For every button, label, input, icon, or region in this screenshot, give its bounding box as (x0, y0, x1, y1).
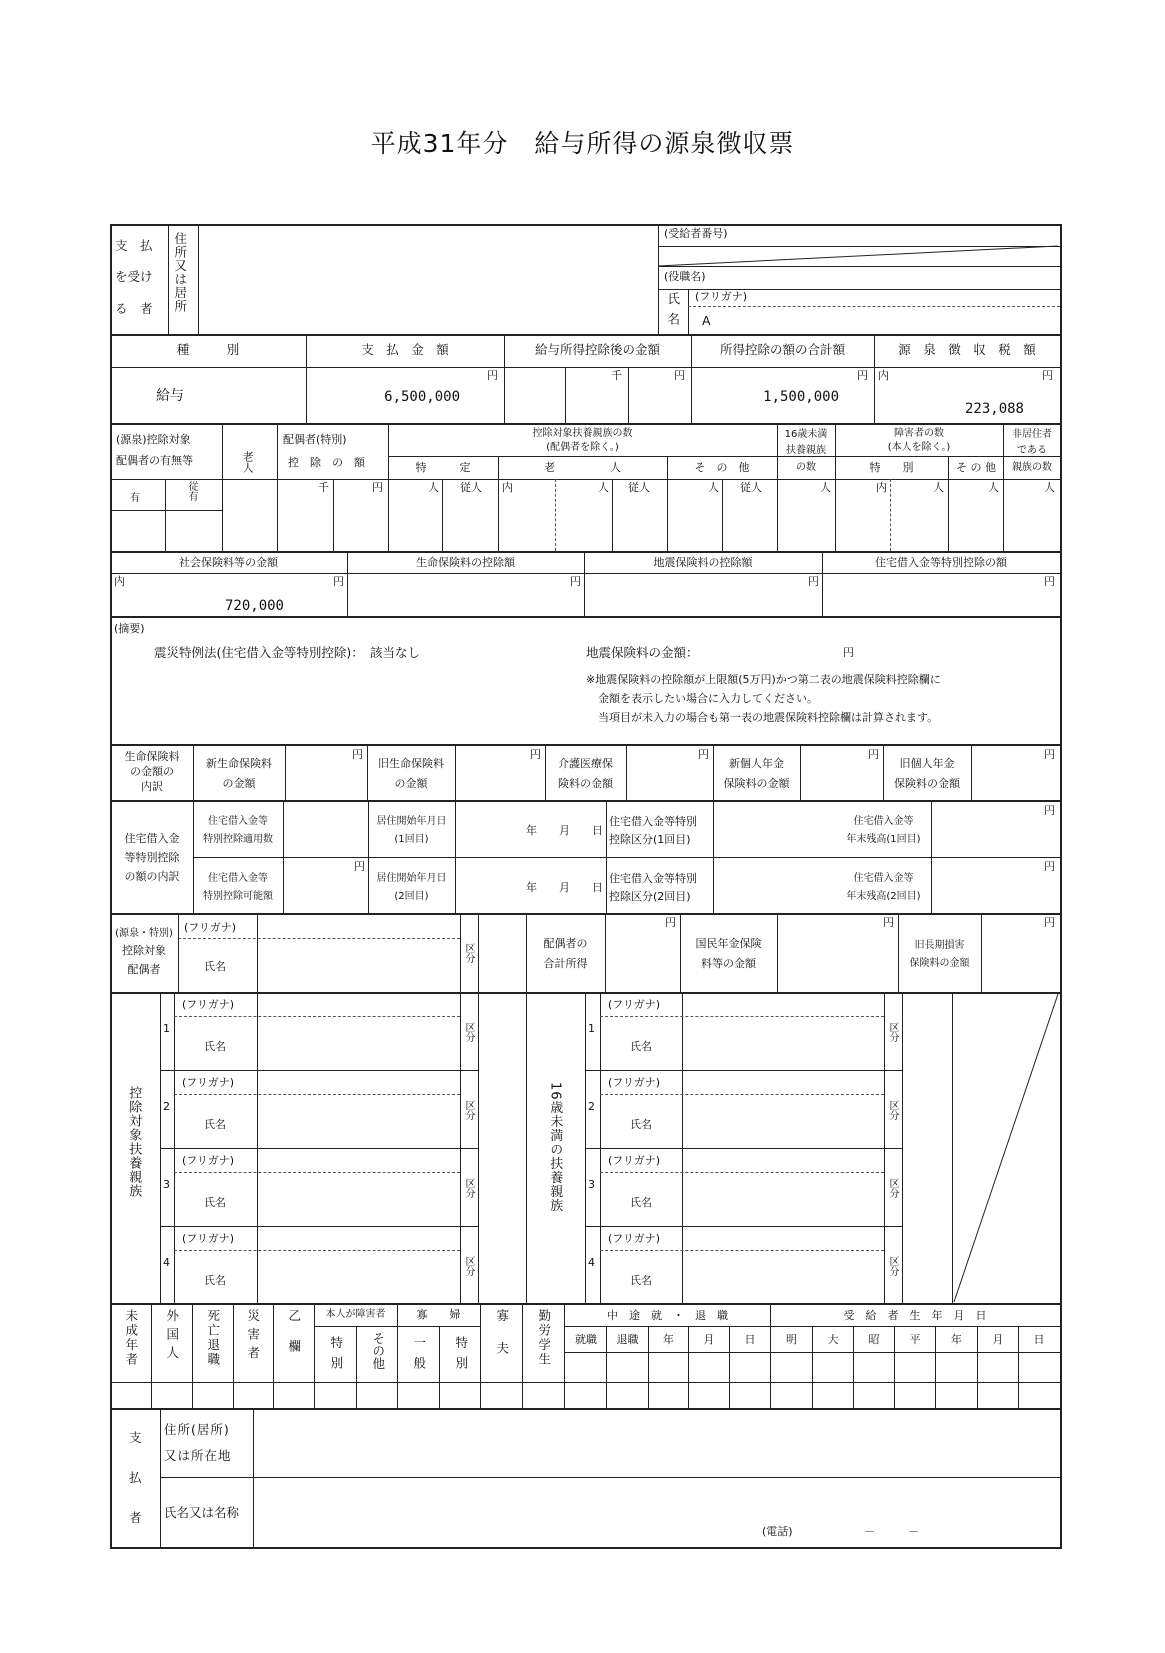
yen-unit: 円 (857, 369, 868, 382)
foreign-label: 外国人 (164, 1309, 180, 1365)
housing-deduction-header: 住宅借入金等特別控除の額 (875, 556, 1007, 569)
yen-unit: 円 (1044, 575, 1055, 588)
spouse-label: (源泉)控除対象 (116, 433, 191, 446)
uchi-unit: 内 (114, 575, 125, 588)
era-heisei: 平 (909, 1333, 921, 1346)
phone-label: (電話) (762, 1525, 793, 1538)
name-label: 氏名 (665, 292, 681, 333)
life-label-1: 生命保険料 (124, 750, 180, 763)
yen-unit: 円 (1042, 369, 1053, 382)
yen-unit: 円 (372, 481, 383, 494)
old-life-label-2: の金額 (394, 777, 428, 790)
yen-unit: 円 (352, 748, 363, 761)
u16-number-4: 4 (588, 1256, 595, 1269)
u16-1-name: 氏名 (630, 1040, 652, 1053)
new-pension-label-2: 保険料の金額 (723, 777, 790, 790)
nin-unit: 人 (1044, 481, 1055, 494)
nonresident-label-2: である (1017, 445, 1047, 456)
remarks-note-3: 当項目が未入力の場合も第一表の地震保険料控除欄は計算されます。 (598, 711, 939, 724)
payer-label-2: 払 (129, 1470, 142, 1485)
yen-unit: 円 (868, 748, 879, 761)
widow-special-label: 特別 (453, 1336, 469, 1377)
address-field[interactable] (200, 228, 656, 333)
possible-amount-1: 住宅借入金等 (208, 873, 268, 884)
tokutei-label: 特 定 (415, 461, 471, 474)
spouse-sec-label-1: (源泉・特別) (115, 928, 173, 939)
recipient-label-3: る 者 (115, 301, 153, 316)
yen-unit: 円 (1044, 860, 1055, 873)
ari-label: 有 (130, 493, 140, 504)
count-sub: (配偶者を除く。) (546, 442, 619, 453)
dep1-kubun: 区分 (463, 1022, 474, 1042)
widow-label: 寡 婦 (416, 1308, 461, 1321)
yen-unit: 円 (883, 916, 894, 929)
left-dependents-label: 控除対象扶養親族 (126, 1086, 142, 1198)
new-life-label-1: 新生命保険料 (206, 757, 272, 770)
start1-label-1: 居住開始年月日 (376, 816, 447, 827)
long-term-label-1: 旧長期損害 (914, 940, 965, 951)
midway-day-label: 日 (744, 1333, 756, 1346)
yen-unit: 円 (843, 646, 854, 659)
era-showa: 昭 (868, 1333, 880, 1346)
junin-unit: 従人 (460, 481, 482, 494)
recipient-label-1: 支 払 (115, 238, 153, 253)
payer-label-3: 者 (129, 1510, 142, 1525)
income-type-value: 給与 (156, 388, 184, 404)
payer-address-label-1: 住所(居所) (164, 1422, 230, 1437)
disabled-special-label: 特別 (328, 1336, 344, 1377)
u16-2-kubun: 区分 (887, 1100, 898, 1120)
nursing-label-1: 介護医療保 (558, 757, 613, 770)
class1-label-1: 住宅借入金等特別 (609, 815, 697, 828)
balance2-label-2: 年末残高(2回目) (846, 891, 921, 902)
total-income-label-1: 配偶者の (543, 937, 588, 950)
u16-3-kubun: 区分 (887, 1178, 898, 1198)
page-title: 平成31年分 給与所得の源泉徴収票 (370, 129, 795, 158)
special-spouse-label: 配偶者(特別) (283, 433, 347, 446)
student-label: 勤労学生 (536, 1309, 552, 1367)
start1-ymd: 年 月 日 (526, 824, 603, 837)
u16-1-kubun: 区分 (887, 1022, 898, 1042)
right-dependents-label: 16歳未満の扶養親族 (547, 1082, 563, 1213)
special-spouse-label-2: 控 除 の 額 (288, 456, 365, 469)
housing-label-3: の額の内訳 (124, 870, 180, 883)
birth-month-label: 月 (992, 1333, 1004, 1346)
dep2-furigana: (フリガナ) (182, 1076, 235, 1089)
dep-number-1: 1 (163, 1022, 170, 1035)
position-label: (役職名) (664, 270, 706, 283)
minor-label: 未成年者 (123, 1309, 139, 1367)
balance1-label-2: 年末残高(1回目) (846, 834, 921, 845)
spouse-sec-label-3: 配偶者 (127, 963, 161, 976)
yen-unit: 円 (333, 575, 344, 588)
dep3-furigana: (フリガナ) (182, 1154, 235, 1167)
dep3-kubun: 区分 (463, 1178, 474, 1198)
yen-unit: 円 (665, 916, 676, 929)
under16-label: 16歳未満 (784, 429, 828, 440)
yen-unit: 円 (808, 575, 819, 588)
disabled-other-label: そ の 他 (956, 461, 996, 474)
yen-unit: 円 (530, 748, 541, 761)
under16-label-3: の数 (796, 462, 816, 473)
header-payment: 支 払 金 額 (361, 342, 449, 357)
nin-unit: 人 (988, 481, 999, 494)
header-tax-withheld: 源 泉 徴 収 税 額 (898, 342, 1036, 357)
spouse-furigana-label: (フリガナ) (184, 921, 237, 934)
class2-label-2: 控除区分(2回目) (609, 890, 691, 903)
old-pension-label-1: 旧個人年金 (899, 757, 955, 770)
payer-label-1: 支 (129, 1430, 142, 1445)
start2-label-1: 居住開始年月日 (376, 873, 447, 884)
hire-label: 就職 (575, 1333, 597, 1346)
nin-unit: 人 (708, 481, 719, 494)
start2-ymd: 年 月 日 (526, 881, 603, 894)
new-pension-label-1: 新個人年金 (729, 757, 784, 770)
ju-ari-label: 従有 (186, 481, 197, 501)
nonresident-label-3: 親族の数 (1012, 462, 1052, 473)
disabled-self-label: 本人が障害者 (325, 1309, 386, 1320)
class1-label-2: 控除区分(1回目) (609, 833, 691, 846)
u16-4-kubun: 区分 (887, 1256, 898, 1276)
dep-number-2: 2 (163, 1100, 170, 1113)
widower-label: 寡夫 (494, 1309, 510, 1374)
earthquake-amount-label: 地震保険料の金額： (586, 645, 699, 660)
era-meiji: 明 (786, 1333, 797, 1346)
pension-label-2: 料等の金額 (701, 957, 756, 970)
furigana-label: (フリガナ) (695, 290, 748, 303)
u16-number-2: 2 (588, 1100, 595, 1113)
nin-unit: 人 (428, 481, 439, 494)
disabled-other-label: その他 (370, 1332, 386, 1370)
class2-label-1: 住宅借入金等特別 (609, 872, 697, 885)
uchi-unit: 内 (502, 481, 513, 494)
nin-unit: 人 (933, 481, 944, 494)
yen-unit: 円 (487, 369, 498, 382)
birth-year-label: 年 (951, 1333, 962, 1346)
yen-unit: 円 (570, 575, 581, 588)
recipient-number-label: (受給者番号) (664, 227, 728, 240)
dep4-furigana: (フリガナ) (182, 1232, 235, 1245)
applied-count-1: 住宅借入金等 (208, 816, 268, 827)
recipient-label-2: を受け (115, 269, 153, 284)
u16-3-furigana: (フリガナ) (608, 1154, 661, 1167)
junin-unit: 従人 (740, 481, 762, 494)
u16-2-furigana: (フリガナ) (608, 1076, 661, 1089)
otsu-label: 乙欄 (286, 1309, 302, 1370)
yen-unit: 円 (674, 369, 685, 382)
spouse-name-label: 氏名 (204, 960, 226, 973)
phone-dash: － － (864, 1525, 919, 1538)
balance2-label-1: 住宅借入金等 (853, 873, 914, 884)
dep1-furigana: (フリガナ) (182, 998, 235, 1011)
birth-label: 受 給 者 生 年 月 日 (843, 1309, 987, 1322)
payment-amount-value[interactable]: 6,500,000 (384, 389, 460, 405)
possible-amount-2: 特別控除可能額 (203, 891, 273, 902)
long-term-label-2: 保険料の金額 (909, 958, 970, 969)
applied-count-2: 特別控除適用数 (203, 834, 273, 845)
remarks-line-1: 震災特例法(住宅借入金等特別控除)： 該当なし (154, 645, 421, 660)
social-insurance-header: 社会保険料等の金額 (179, 556, 278, 569)
dep4-name: 氏名 (204, 1274, 226, 1287)
midway-year-label: 年 (663, 1333, 674, 1346)
remarks-label: (摘要) (114, 622, 145, 635)
nin-unit: 人 (598, 481, 609, 494)
u16-4-furigana: (フリガナ) (608, 1232, 661, 1245)
u16-number-3: 3 (588, 1178, 595, 1191)
u16-2-name: 氏名 (630, 1118, 652, 1131)
u16-4-name: 氏名 (630, 1274, 652, 1287)
sen-unit: 千 (611, 369, 622, 382)
retire-label: 退職 (616, 1333, 639, 1346)
uchi-unit: 内 (878, 369, 889, 382)
remarks-note-1: ※地震保険料の控除額が上限額(5万円)かつ第二表の地震保険料控除欄に (586, 673, 941, 686)
social-insurance-value[interactable]: 720,000 (224, 598, 284, 614)
header-deduction-total: 所得控除の額の合計額 (719, 342, 845, 357)
start1-label-2: (1回目) (394, 834, 429, 845)
dep-number-3: 3 (163, 1178, 170, 1191)
junin-unit: 従人 (628, 481, 650, 494)
nursing-label-2: 険料の金額 (558, 777, 613, 790)
dep2-kubun: 区分 (463, 1100, 474, 1120)
tax-withheld-value[interactable]: 223,088 (964, 401, 1024, 417)
life-label-3: 内訳 (141, 780, 163, 793)
under16-label-2: 扶養親族 (786, 445, 826, 456)
deductions-total-value[interactable]: 1,500,000 (763, 389, 839, 405)
yen-unit: 円 (1044, 804, 1055, 817)
housing-label-2: 等特別控除 (124, 851, 180, 864)
yen-unit: 円 (698, 748, 709, 761)
count-title: 控除対象扶養親族の数 (532, 428, 633, 439)
death-label: 死亡退職 (205, 1309, 221, 1367)
remarks-note-2: 金額を表示したい場合に入力してください。 (598, 692, 818, 705)
dep1-name: 氏名 (204, 1040, 226, 1053)
spouse-sec-label-2: 控除対象 (122, 944, 166, 957)
uchi-unit: 内 (876, 481, 887, 494)
sen-unit: 千 (318, 481, 329, 494)
payer-name-label: 氏名又は名称 (164, 1505, 240, 1520)
midway-month-label: 月 (703, 1333, 715, 1346)
dep3-name: 氏名 (204, 1196, 226, 1209)
disabled-special-label: 特 別 (869, 461, 914, 474)
housing-label-1: 住宅借入金 (124, 832, 180, 845)
header-after-deduction: 給与所得控除後の金額 (534, 342, 660, 357)
yen-unit: 円 (1044, 916, 1055, 929)
earthquake-insurance-header: 地震保険料の控除額 (653, 556, 753, 569)
widow-general-label: 一般 (411, 1336, 427, 1377)
old-pension-label-2: 保険料の金額 (894, 777, 960, 790)
nin-unit: 人 (820, 481, 831, 494)
yen-unit: 円 (1044, 748, 1055, 761)
elder-label: 老人 (241, 451, 255, 473)
other-label: そ の 他 (694, 461, 750, 474)
yen-unit: 円 (354, 860, 365, 873)
u16-1-furigana: (フリガナ) (608, 998, 661, 1011)
dep2-name: 氏名 (204, 1118, 226, 1131)
payer-address-label-2: 又は所在地 (164, 1448, 232, 1463)
rou-label: 老 人 (544, 461, 621, 474)
nonresident-label: 非居住者 (1012, 429, 1052, 440)
u16-number-1: 1 (588, 1022, 595, 1035)
spouse-kubun-label: 区分 (463, 943, 474, 963)
pension-label-1: 国民年金保険 (695, 937, 762, 950)
address-label: 住所又は居所 (172, 232, 188, 313)
start2-label-2: (2回目) (394, 891, 429, 902)
dep-number-4: 4 (163, 1256, 170, 1269)
spouse-label-2: 配偶者の有無等 (116, 454, 193, 467)
birth-day-label: 日 (1033, 1333, 1045, 1346)
recipient-name-value[interactable]: A (702, 313, 711, 328)
new-life-label-2: の金額 (222, 777, 256, 790)
u16-3-name: 氏名 (630, 1196, 652, 1209)
era-taisho: 大 (827, 1333, 839, 1346)
dep4-kubun: 区分 (463, 1256, 474, 1276)
life-insurance-header: 生命保険料の控除額 (416, 556, 515, 569)
midway-label: 中 途 就 ・ 退 職 (607, 1309, 728, 1322)
old-life-label-1: 旧生命保険料 (378, 757, 444, 770)
disaster-label: 災害者 (245, 1309, 261, 1365)
disabled-sub: (本人を除く。) (887, 442, 951, 453)
balance1-label-1: 住宅借入金等 (853, 816, 914, 827)
header-type: 種 別 (176, 342, 240, 357)
total-income-label-2: 合計所得 (543, 957, 588, 970)
life-label-2: の金額の (130, 765, 174, 778)
disabled-title: 障害者の数 (894, 428, 944, 439)
